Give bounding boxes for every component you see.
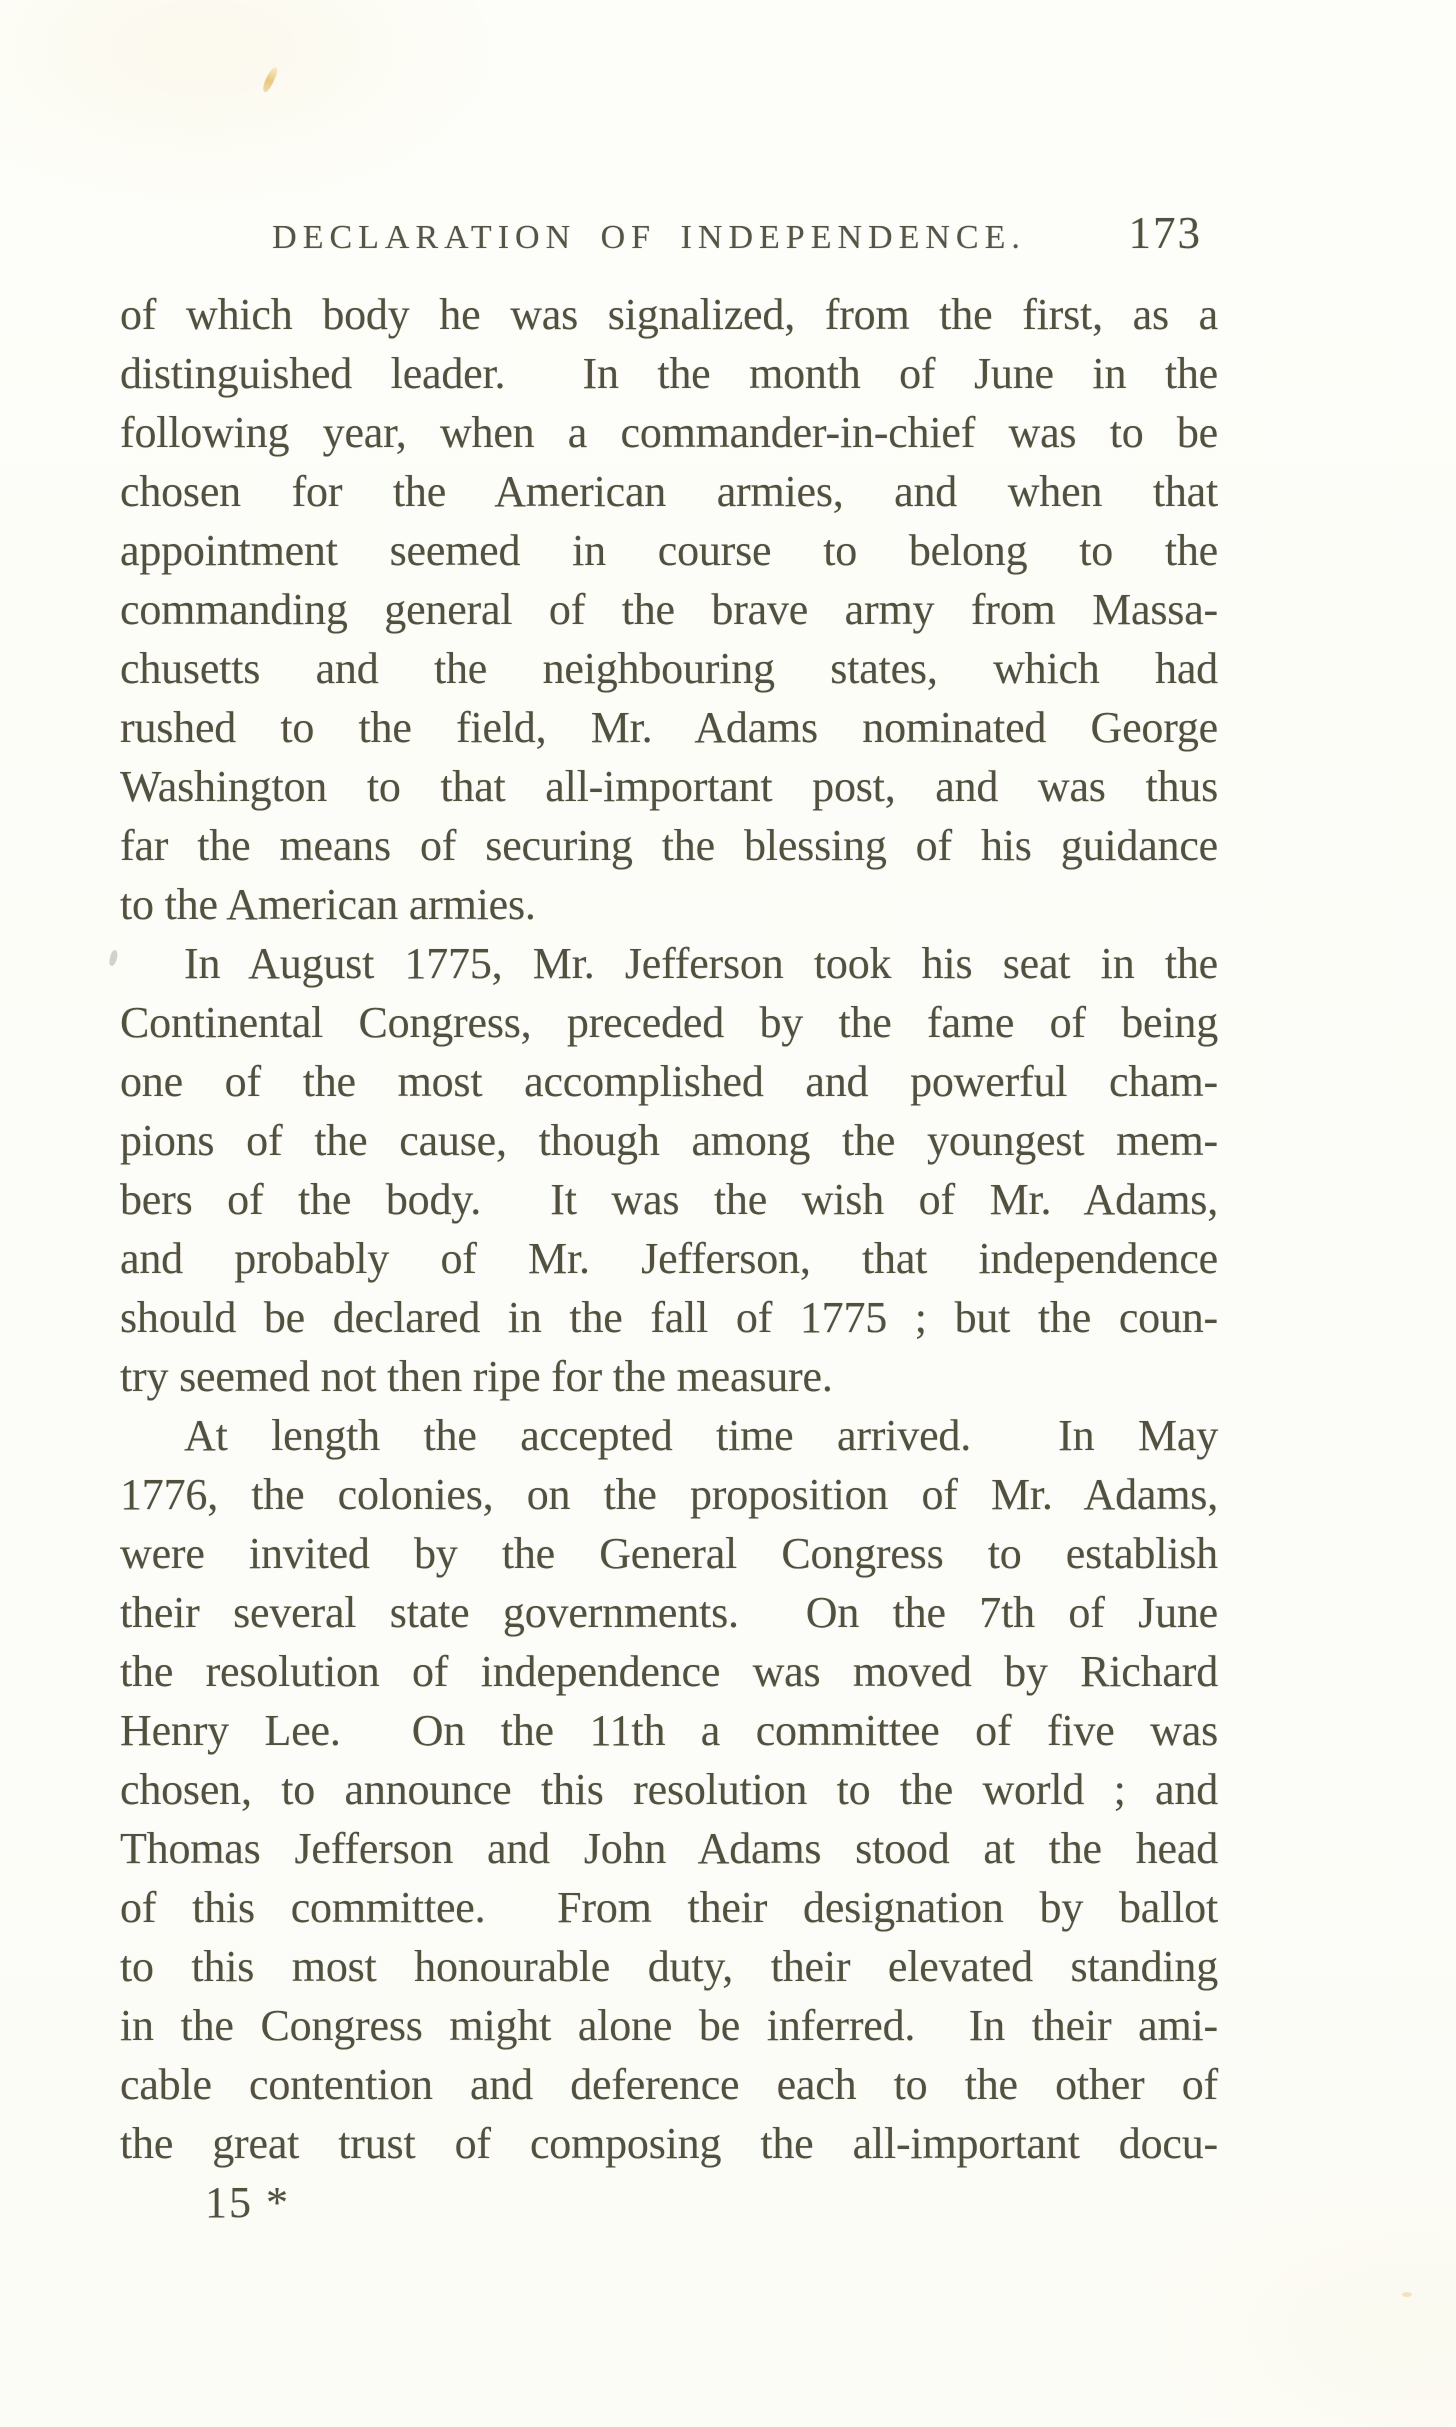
text-line: far the means of securing the blessing of his guidance [120,821,1218,870]
text-line: should be declared in the fall of 1775 ; but the coun- [120,1293,1218,1342]
text-line: their several state governments. On the 7th of June [120,1588,1218,1637]
text-line: 1776, the colonies, on the proposition of Mr. Adams, [120,1470,1218,1519]
text-line: were invited by the General Congress to establish [120,1529,1218,1578]
text-line: the resolution of independence was moved by Richard [120,1647,1218,1696]
text-line: and probably of Mr. Jefferson, that independence [120,1234,1218,1283]
paper-speck [1402,2292,1412,2297]
text-line: to this most honourable duty, their elevated standing [120,1942,1218,1991]
running-header [120,205,1218,269]
text-line: cable contention and deference each to the other of [120,2060,1218,2109]
text-line: In August 1775, Mr. Jefferson took his seat in the [184,939,1218,988]
text-line: Washington to that all-important post, and was thus [120,762,1218,811]
text-line: bers of the body. It was the wish of Mr. Adams, [120,1175,1218,1224]
text-line: to the American armies. [120,880,536,929]
text-line: Thomas Jefferson and John Adams stood at the head [120,1824,1218,1873]
text-line: distinguished leader. In the month of June in the [120,349,1218,398]
text-line: following year, when a commander-in-chief was to be [120,408,1218,457]
yellow-pen-mark [261,66,279,94]
text-line: pions of the cause, though among the youngest mem- [120,1116,1218,1165]
faint-margin-mark [108,949,118,966]
text-line: rushed to the field, Mr. Adams nominated George [120,703,1218,752]
text-line: of which body he was signalized, from the first, as a [120,290,1218,339]
text-line: the great trust of composing the all-important docu- [120,2119,1218,2168]
text-line: one of the most accomplished and powerful cham- [120,1057,1218,1106]
signature-mark: 15 * [205,2178,290,2227]
text-line: commanding general of the brave army from Massa- [120,585,1218,634]
text-line: of this committee. From their designation by ballot [120,1883,1218,1932]
page-number: 173 [1128,208,1202,258]
text-line: Continental Congress, preceded by the fame of being [120,998,1218,1047]
body-text [120,285,1218,2232]
text-line: chusetts and the neighbouring states, which had [120,644,1218,693]
text-line: chosen, to announce this resolution to the world ; and [120,1765,1218,1814]
text-line: in the Congress might alone be inferred. In their ami- [120,2001,1218,2050]
text-line: At length the accepted time arrived. In May [184,1411,1218,1460]
text-line: appointment seemed in course to belong to the [120,526,1218,575]
text-line: try seemed not then ripe for the measure. [120,1352,833,1401]
text-line: Henry Lee. On the 11th a committee of five was [120,1706,1218,1755]
text-line: chosen for the American armies, and when that [120,467,1218,516]
running-header-title: DECLARATION OF INDEPENDENCE. [272,219,1026,256]
